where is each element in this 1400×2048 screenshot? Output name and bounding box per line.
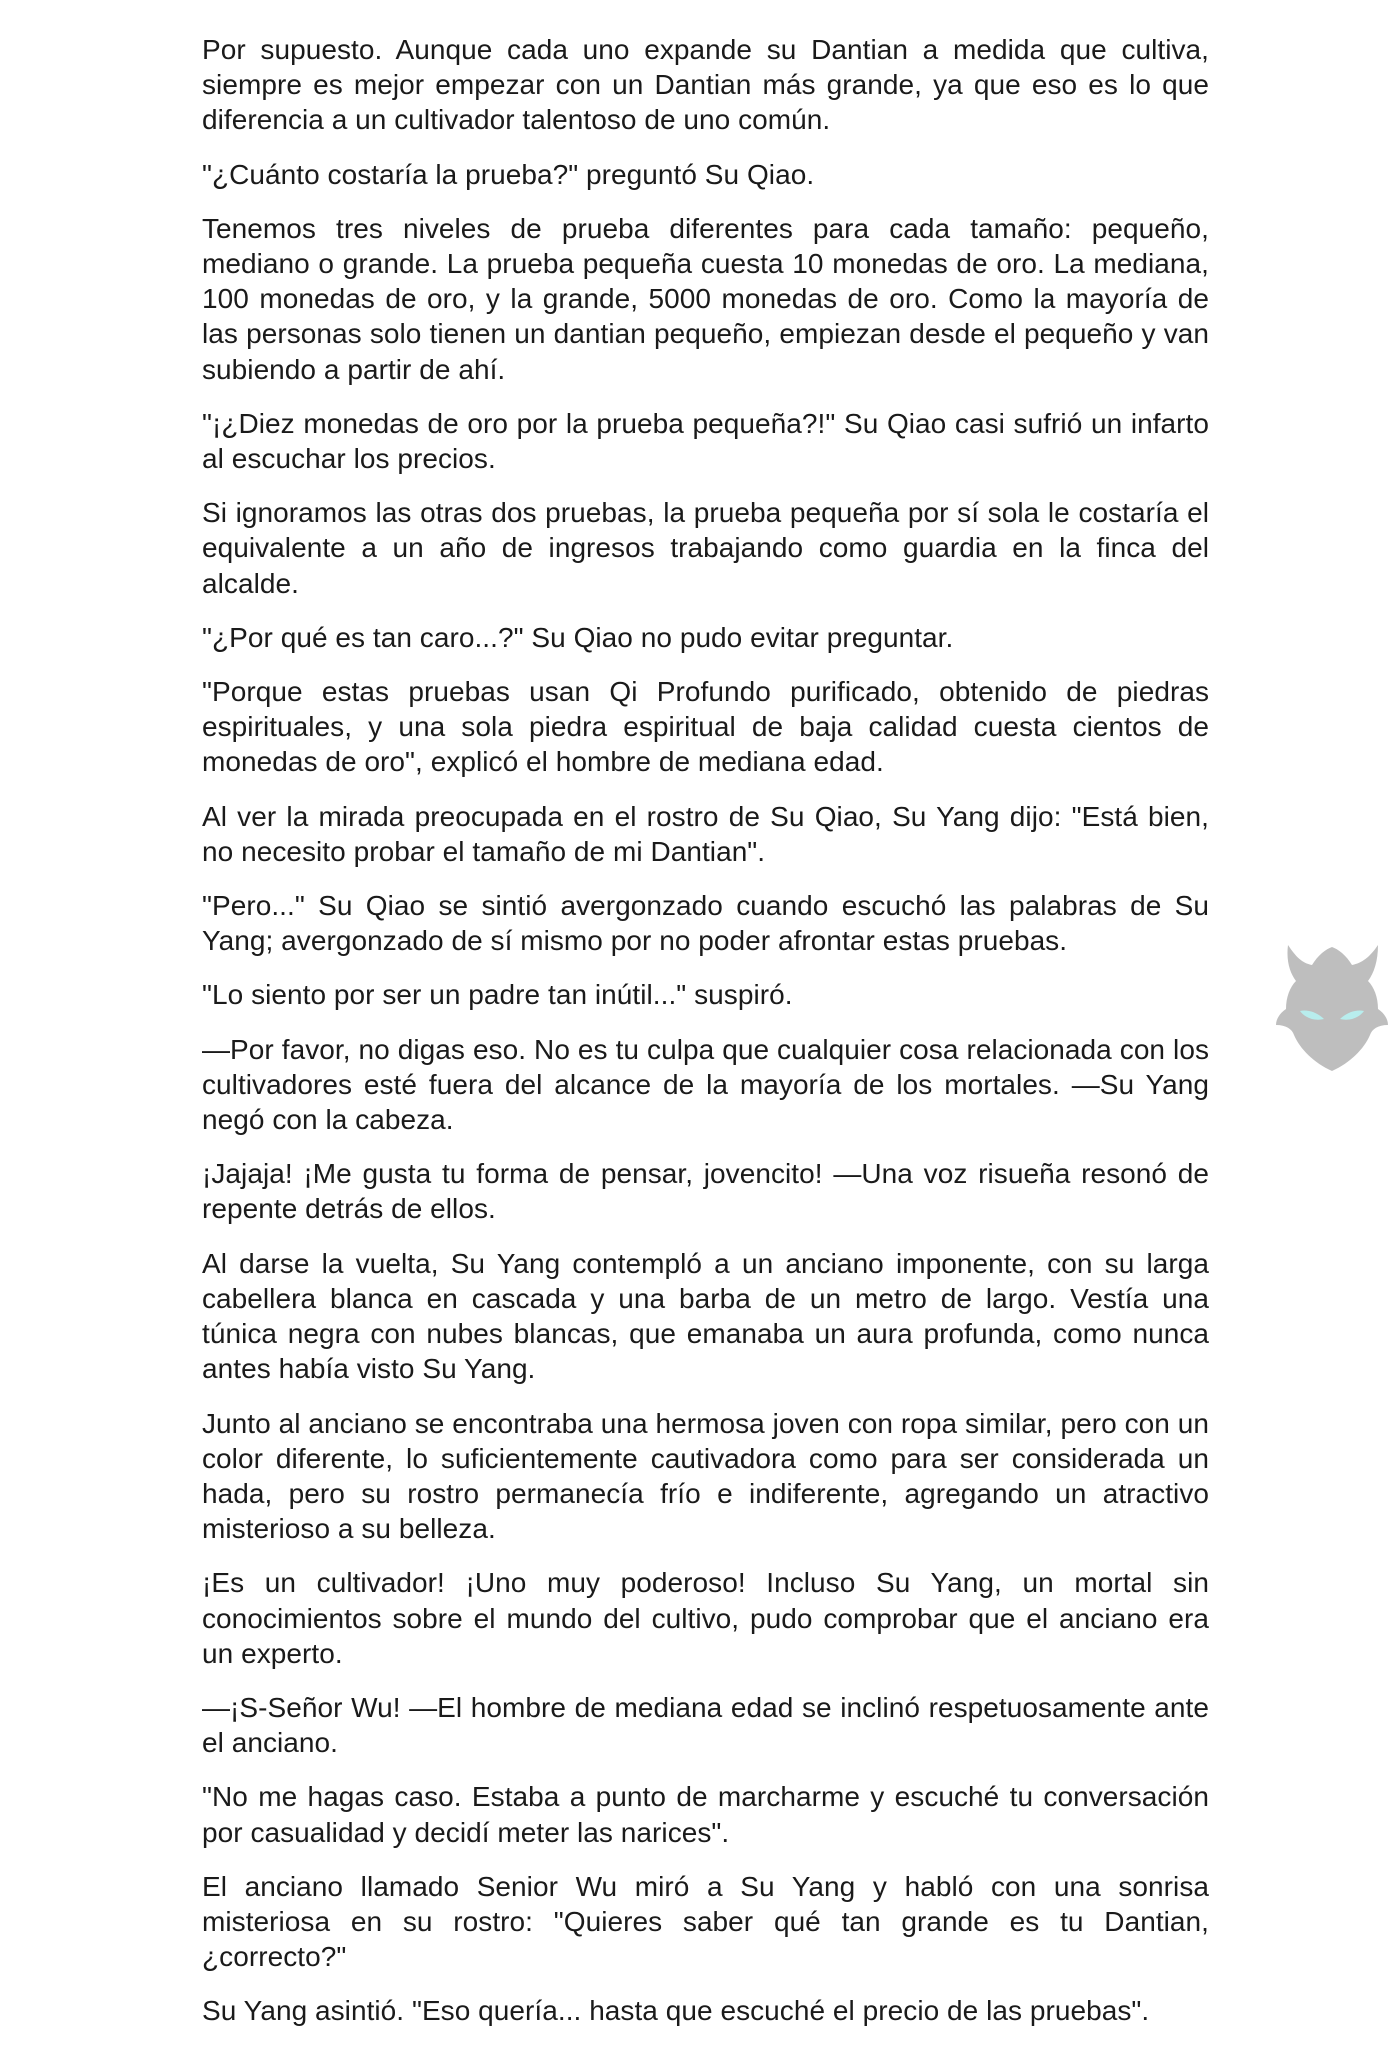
paragraph: "¿Cuánto costaría la prueba?" preguntó Su Qiao.: [202, 158, 815, 190]
paragraph: Junto al anciano se encontraba una hermosa joven con ropa similar, pero con un color diferente, lo suficientemente cautivadora como para ser considerada un hada, pero su rostro permanecía frío e indiferente, agregando un atractivo misterioso a su belleza.: [202, 1407, 1209, 1545]
paragraph: El anciano llamado Senior Wu miró a Su Yang y habló con una sonrisa misteriosa en su rostro: "Quieres saber qué tan grande es tu Dantian, ¿correcto?": [202, 1870, 1209, 1973]
paragraph: "Pero..." Su Qiao se sintió avergonzado cuando escuchó las palabras de Su Yang; avergonzado de sí mismo por no poder afrontar estas pruebas.: [202, 890, 1209, 957]
paragraph: Al ver la mirada preocupada en el rostro de Su Qiao, Su Yang dijo: "Está bien, no necesito probar el tamaño de mi Dantian".: [202, 800, 1209, 867]
paragraph: ¡Jajaja! ¡Me gusta tu forma de pensar, jovencito! —Una voz risueña resonó de repente detrás de ellos.: [202, 1158, 1209, 1225]
paragraph: "Porque estas pruebas usan Qi Profundo purificado, obtenido de piedras espirituales, y una sola piedra espiritual de baja calidad cuesta cientos de monedas de oro", explicó el hombre de mediana edad.: [202, 676, 1209, 778]
demon-head-icon: [1266, 925, 1396, 1075]
demon-head-shape: [1276, 945, 1388, 1071]
paragraph: "¡¿Diez monedas de oro por la prueba pequeña?!" Su Qiao casi sufrió un infarto al escuchar los precios.: [202, 407, 1209, 475]
paragraph: —¡S-Señor Wu! —El hombre de mediana edad se inclinó respetuosamente ante el anciano.: [202, 1691, 1209, 1759]
paragraph: "Lo siento por ser un padre tan inútil..." suspiró.: [202, 979, 793, 1011]
paragraph: Su Yang asintió. "Eso quería... hasta que escuché el precio de las pruebas".: [202, 1995, 1150, 2027]
paragraph: —Por favor, no digas eso. No es tu culpa que cualquier cosa relacionada con los cultivadores esté fuera del alcance de la mayoría de los mortales. —Su Yang negó con la cabeza.: [202, 1033, 1209, 1136]
paragraph: "¿Por qué es tan caro...?" Su Qiao no pudo evitar preguntar.: [202, 621, 954, 653]
paragraph: Si ignoramos las otras dos pruebas, la prueba pequeña por sí sola le costaría el equivalente a un año de ingresos trabajando como guardia en la finca del alcalde.: [202, 497, 1209, 599]
paragraph: Por supuesto. Aunque cada uno expande su Dantian a medida que cultiva, siempre es mejor empezar con un Dantian más grande, ya que eso es lo que diferencia a un cultivador talentoso de uno común.: [202, 34, 1209, 136]
paragraph: "No me hagas caso. Estaba a punto de marcharme y escuché tu conversación por casualidad y decidí meter las narices".: [202, 1781, 1209, 1848]
paragraph: Tenemos tres niveles de prueba diferentes para cada tamaño: pequeño, mediano o grande. La prueba pequeña cuesta 10 monedas de oro. La mediana, 100 monedas de oro, y la grande, 5000 monedas de oro. Como la mayoría de las personas solo tienen un dantian pequeño, empiezan desde el pequeño y van subiendo a partir de ahí.: [202, 212, 1209, 385]
demon-head-svg: [1266, 925, 1396, 1075]
paragraph: ¡Es un cultivador! ¡Uno muy poderoso! Incluso Su Yang, un mortal sin conocimientos sobre el mundo del cultivo, pudo comprobar que el anciano era un experto.: [202, 1567, 1209, 1669]
text-column: [202, 32, 1209, 2048]
paragraph: Al darse la vuelta, Su Yang contempló a un anciano imponente, con su larga cabellera blanca en cascada y una barba de un metro de largo. Vestía una túnica negra con nubes blancas, que emanaba un aura profunda, como nunca antes había visto Su Yang.: [202, 1247, 1209, 1385]
